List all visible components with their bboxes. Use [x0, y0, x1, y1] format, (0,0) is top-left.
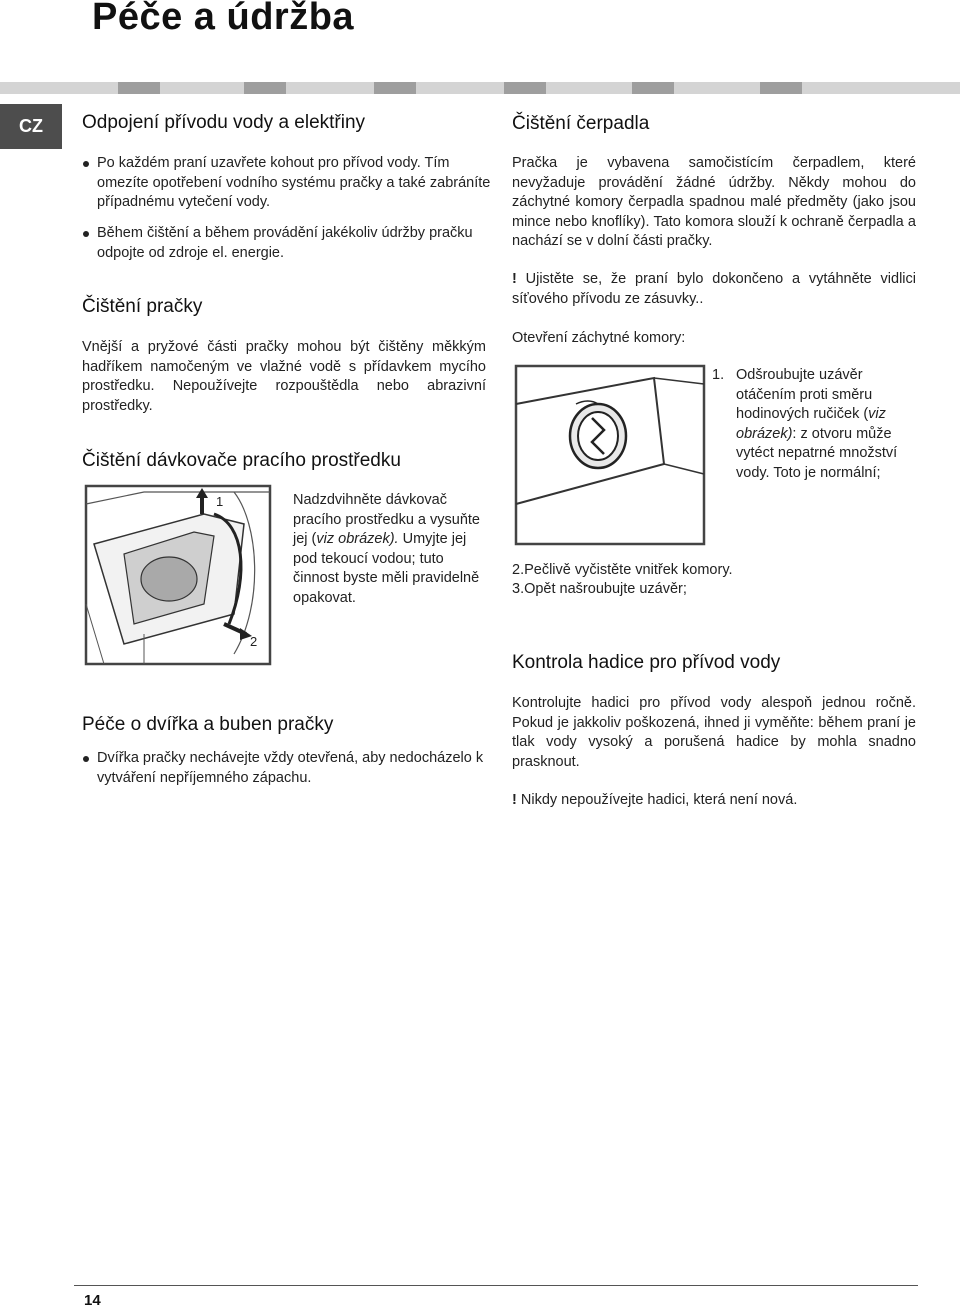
step-1 [712, 366, 912, 483]
page-number: 14 [84, 1292, 101, 1309]
door-drum-heading: Péče o dvířka a buben pračky [82, 714, 334, 735]
figure-label-1: 1 [216, 494, 224, 509]
hose-heading: Kontrola hadice pro přívod vody [512, 652, 781, 673]
pump-heading: Čištění čerpadla [512, 113, 650, 134]
pump-cap-drawing [514, 364, 706, 546]
dispenser-heading: Čištění dávkovače pracího prostředku [82, 450, 401, 471]
language-tab: CZ [0, 104, 62, 149]
dispenser-drawing [84, 484, 272, 666]
bullet-icon [83, 231, 89, 237]
door-drum-bullet: Dvířka pračky nechávejte vždy otevřená, aby nedocházelo k vytváření nepříjemného zápachu. [82, 749, 501, 788]
step-3: 3.Opět našroubujte uzávěr; [512, 581, 687, 597]
step-1-number: 1. [712, 367, 725, 383]
disconnect-bullet-2: Během čištění a během provádění jakékoliv údržby pračku odpojte od zdroje el. energie. [82, 224, 497, 263]
warning-icon: ! [512, 271, 517, 287]
disconnect-heading: Odpojení přívodu vody a elektřiny [82, 112, 366, 133]
hose-text: Kontrolujte hadici pro přívod vody alespoň jednou ročně. Pokud je jakkoliv poškozená, ihned ji vyměňte: během praní je tlak vody vysoký a porušená hadice by mohla snadno prasknout. [512, 695, 916, 770]
warning-icon: ! [512, 792, 517, 808]
footer-rule [74, 1285, 918, 1286]
step-2: 2.Pečlivě vyčistěte vnitřek komory. [512, 562, 733, 578]
pump-warning: ! Ujistěte se, že praní bylo dokončeno a vytáhněte vidlici síťového přívodu ze zásuvky.. [512, 271, 916, 307]
dispenser-illustration [84, 484, 272, 666]
header-bar [0, 82, 960, 94]
page-title: Péče a údržba [92, 0, 355, 38]
bullet-icon [83, 161, 89, 167]
disconnect-bullet-1: Po každém praní uzavřete kohout pro přívod vody. Tím omezíte opotřebení vodního systému pračky a také zabráníte případnému vytečení vody. [82, 154, 497, 213]
washer-cleaning-heading: Čištění pračky [82, 296, 203, 317]
hose-warning: ! Nikdy nepoužívejte hadici, která není nová. [512, 792, 798, 808]
open-chamber-label: Otevření záchytné komory: [512, 330, 686, 346]
pump-cap-illustration [514, 364, 706, 546]
figure-label-2: 2 [250, 634, 258, 649]
dispenser-text: Nadzdvihněte dávkovač pracího prostředku a vysuňte jej (viz obrázek). Umyjte jej pod tekoucí vodou; tuto činnost byste měli pravidelně opakovat. [293, 492, 480, 606]
washer-cleaning-text: Vnější a pryžové části pračky mohou být čištěny měkkým hadříkem namočeným ve vlažné vodě s přídavkem mycího prostředku. Nepoužívejte rozpouštědla nebo abrazivní prostředky. [82, 339, 486, 414]
pump-text: Pračka je vybavena samočistícím čerpadlem, které nevyžaduje provádění žádné údržby. Někdy mohou do záchytné komory čerpadla spadnou malé předměty (jako jsou mince nebo knoflíky). Tato komora slouží k ochraně čerpadla a nachází se v dolní části pračky. [512, 155, 916, 249]
step-1-text: Odšroubujte uzávěr otáčením proti směru hodinových ručiček (viz obrázek): z otvoru může vytéct nepatrné množství vody. Toto je normální; [736, 367, 898, 481]
bullet-icon [83, 756, 89, 762]
